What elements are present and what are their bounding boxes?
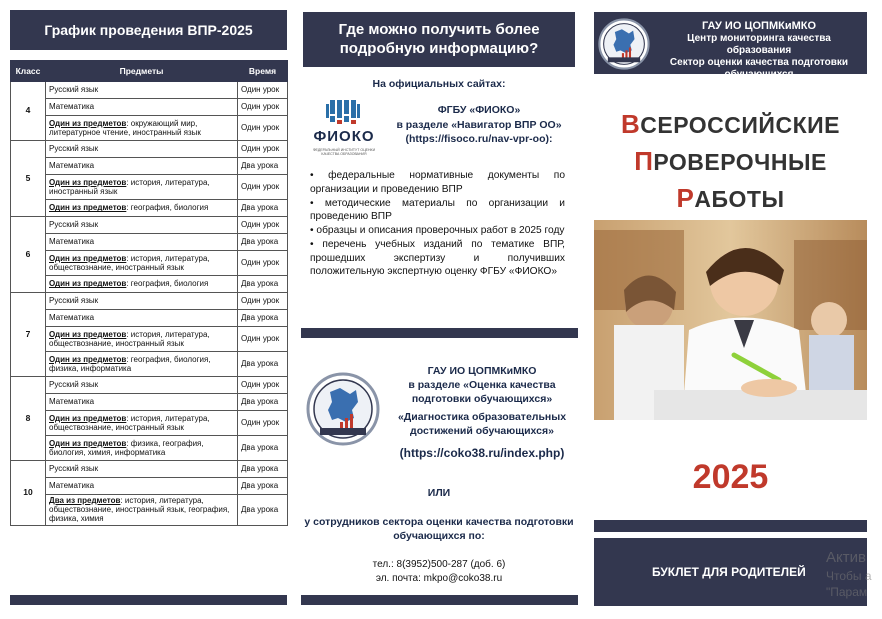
- time-cell: Два урока: [238, 158, 288, 175]
- materials-list: [310, 169, 565, 279]
- subject-prefix: Один из предметов: [49, 438, 127, 448]
- title-line: ВСЕРОССИЙСКИЕ: [621, 109, 840, 139]
- table-row: [11, 116, 288, 141]
- time-cell: Один урок: [238, 293, 288, 310]
- coko-logo: [306, 372, 380, 446]
- subject-cell: [46, 461, 238, 478]
- coko-subsection: «Диагностика образовательных достижений обучающихся»: [397, 410, 567, 437]
- subject-prefix: Два из предметов: [49, 496, 121, 505]
- time-cell: Два урока: [238, 234, 288, 251]
- info-title: Где можно получить более подробную информацию?: [303, 12, 575, 67]
- subject-prefix: Один из предметов: [49, 203, 127, 213]
- booklet-label: БУКЛЕТ ДЛЯ РОДИТЕЛЕЙ: [594, 538, 867, 606]
- table-row: [11, 276, 288, 293]
- table-row: [11, 377, 288, 394]
- email-address[interactable]: эл. почта: mkpo@coko38.ru: [375, 573, 503, 584]
- list-item: • федеральные нормативные документы по организации и проведению ВПР: [310, 169, 565, 197]
- subject-text: : история, литература, обществознание, иностранный язык: [49, 253, 210, 272]
- subject-cell: [46, 377, 238, 394]
- phone-number: тел.: 8(3952)500-287 (доб. 6): [372, 559, 506, 570]
- grade-cell: 4: [11, 82, 46, 141]
- subject-cell: [46, 310, 238, 327]
- list-item: • образцы и описания проверочных работ в 2025 году: [310, 224, 565, 238]
- table-row: [11, 158, 288, 175]
- header-time: Время: [238, 61, 288, 82]
- subject-text: : история, литература, обществознание, иностранный язык: [49, 413, 210, 432]
- table-row: [11, 293, 288, 310]
- table-row: [11, 327, 288, 352]
- table-row: [11, 310, 288, 327]
- table-header-row: [11, 61, 288, 82]
- grade-cell: 7: [11, 293, 46, 377]
- coko-info: [382, 364, 582, 438]
- subject-text: : география, биология, физика, информатика: [49, 354, 211, 373]
- subject-cell: [46, 251, 238, 276]
- subject-text: Русский язык: [49, 85, 99, 95]
- fioko-info: [388, 103, 570, 147]
- time-cell: Два урока: [238, 495, 288, 526]
- time-cell: Один урок: [238, 217, 288, 234]
- subject-text: : география, биология: [126, 279, 209, 289]
- coko-logo: [598, 18, 650, 70]
- subject-cell: [46, 234, 238, 251]
- list-item: • перечень учебных изданий по тематике ВПР, прошедших экспертизу и получивших положительную экспертную оценку ФГБУ «ФИОКО»: [310, 238, 565, 279]
- subject-text: : география, биология: [126, 203, 209, 213]
- coko-emblem-icon: [306, 372, 380, 446]
- time-cell: Два урока: [238, 200, 288, 217]
- grade-cell: 5: [11, 141, 46, 217]
- title-line: РАБОТЫ: [676, 183, 785, 213]
- subject-cell: [46, 116, 238, 141]
- column-footer-bar: [301, 595, 578, 605]
- subject-cell: [46, 141, 238, 158]
- time-cell: Два урока: [238, 394, 288, 411]
- table-row: [11, 411, 288, 436]
- subject-cell: [46, 327, 238, 352]
- divider-bar: [301, 328, 578, 338]
- table-row: [11, 141, 288, 158]
- subject-cell: [46, 200, 238, 217]
- fioko-logo-subtitle: ФЕДЕРАЛЬНЫЙ ИНСТИТУТ ОЦЕНКИ КАЧЕСТВА ОБРАЗОВАНИЯ: [312, 148, 376, 157]
- subject-text: : окружающий мир, литературное чтение, иностранный язык: [49, 118, 201, 137]
- grade-cell: 10: [11, 461, 46, 526]
- coko-section: в разделе «Оценка качества подготовки обучающихся»: [408, 379, 556, 406]
- subject-text: Русский язык: [49, 296, 99, 306]
- subject-text: : история, литература, обществознание, иностранный язык, география, физика, химия: [49, 496, 230, 524]
- students-photo: [594, 220, 867, 420]
- brochure-title: [594, 106, 867, 217]
- subject-cell: [46, 411, 238, 436]
- schedule-table: [10, 60, 288, 526]
- table-row: [11, 200, 288, 217]
- time-cell: Два урока: [238, 276, 288, 293]
- subject-prefix: Один из предметов: [49, 118, 127, 128]
- subject-text: Русский язык: [49, 220, 99, 230]
- contact-heading: у сотрудников сектора оценки качества подготовки обучающихся по:: [304, 516, 574, 543]
- subject-text: : история, литература, иностранный язык: [49, 177, 210, 196]
- subject-prefix: Один из предметов: [49, 329, 127, 339]
- time-cell: Два урока: [238, 352, 288, 377]
- or-label: ИЛИ: [427, 487, 451, 499]
- org-sector: Сектор оценки качества подготовки обучающихся: [669, 57, 849, 81]
- official-sites-label: На официальных сайтах:: [372, 78, 506, 90]
- table-row: [11, 234, 288, 251]
- subject-text: Математика: [49, 313, 95, 323]
- coko-url-link[interactable]: (https://coko38.ru/index.php): [399, 446, 565, 460]
- subject-cell: [46, 158, 238, 175]
- schedule-title: График проведения ВПР-2025: [10, 10, 287, 50]
- time-cell: Два урока: [238, 310, 288, 327]
- subject-cell: [46, 478, 238, 495]
- fioko-section: в разделе «Навигатор ВПР ОО»: [396, 118, 562, 131]
- schedule-body: [11, 82, 288, 526]
- subject-cell: [46, 495, 238, 526]
- table-row: [11, 175, 288, 200]
- table-row: [11, 436, 288, 461]
- organization-header: [594, 12, 867, 81]
- time-cell: Один урок: [238, 99, 288, 116]
- subject-text: Математика: [49, 237, 95, 247]
- subject-text: Математика: [49, 397, 95, 407]
- subject-cell: [46, 175, 238, 200]
- table-row: [11, 352, 288, 377]
- subject-cell: [46, 99, 238, 116]
- subject-prefix: Один из предметов: [49, 253, 127, 263]
- table-row: [11, 478, 288, 495]
- subject-prefix: Один из предметов: [49, 413, 127, 423]
- time-cell: Два урока: [238, 461, 288, 478]
- coko-emblem-icon: [598, 18, 650, 70]
- subject-text: Русский язык: [49, 380, 99, 390]
- coko-org: ГАУ ИО ЦОПМКиМКО: [427, 365, 537, 377]
- subject-cell: [46, 394, 238, 411]
- subject-prefix: Один из предметов: [49, 279, 127, 289]
- subject-text: : история, литература, обществознание, иностранный язык: [49, 329, 210, 348]
- subject-cell: [46, 82, 238, 99]
- time-cell: Один урок: [238, 116, 288, 141]
- subject-text: Русский язык: [49, 464, 99, 474]
- subject-prefix: Один из предметов: [49, 354, 127, 364]
- year-label: 2025: [692, 458, 769, 496]
- time-cell: Два урока: [238, 436, 288, 461]
- time-cell: Один урок: [238, 82, 288, 99]
- subject-cell: [46, 436, 238, 461]
- fioko-org: ФГБУ «ФИОКО»: [437, 104, 521, 116]
- subject-cell: [46, 217, 238, 234]
- subject-text: Математика: [49, 161, 95, 171]
- divider-bar: [594, 520, 867, 532]
- subject-cell: [46, 352, 238, 377]
- time-cell: Один урок: [238, 327, 288, 352]
- grade-cell: 8: [11, 377, 46, 461]
- time-cell: Один урок: [238, 251, 288, 276]
- table-row: [11, 82, 288, 99]
- time-cell: Один урок: [238, 377, 288, 394]
- organization-name: [654, 20, 864, 81]
- subject-cell: [46, 276, 238, 293]
- subject-text: Математика: [49, 102, 95, 112]
- column-footer-bar: [10, 595, 287, 605]
- time-cell: Один урок: [238, 411, 288, 436]
- subject-prefix: Один из предметов: [49, 177, 127, 187]
- org-center: Центр мониторинга качества образования: [687, 33, 831, 57]
- time-cell: Один урок: [238, 175, 288, 200]
- table-row: [11, 217, 288, 234]
- table-row: [11, 461, 288, 478]
- title-line: ПРОВЕРОЧНЫЕ: [634, 146, 827, 176]
- grade-cell: 6: [11, 217, 46, 293]
- header-grade: Класс: [11, 61, 46, 82]
- org-short-name: ГАУ ИО ЦОПМКиМКО: [701, 20, 817, 32]
- windows-activation-watermark: Актив Чтобы а "Парам: [826, 549, 872, 600]
- classroom-illustration: [594, 220, 867, 420]
- time-cell: Два урока: [238, 478, 288, 495]
- subject-text: Математика: [49, 481, 95, 491]
- table-row: [11, 99, 288, 116]
- list-item: • методические материалы по организации и проведению ВПР: [310, 197, 565, 225]
- fioko-logo-text: ФИОКО: [313, 128, 375, 145]
- subject-cell: [46, 293, 238, 310]
- fioko-url[interactable]: (https://fisoco.ru/nav-vpr-oo):: [405, 133, 553, 146]
- table-row: [11, 394, 288, 411]
- table-row: [11, 251, 288, 276]
- time-cell: Один урок: [238, 141, 288, 158]
- header-subjects: Предметы: [46, 61, 238, 82]
- contact-info: [303, 558, 575, 586]
- subject-text: Русский язык: [49, 144, 99, 154]
- table-row: [11, 495, 288, 526]
- subject-text: : физика, география, биология, химия, информатика: [49, 438, 204, 457]
